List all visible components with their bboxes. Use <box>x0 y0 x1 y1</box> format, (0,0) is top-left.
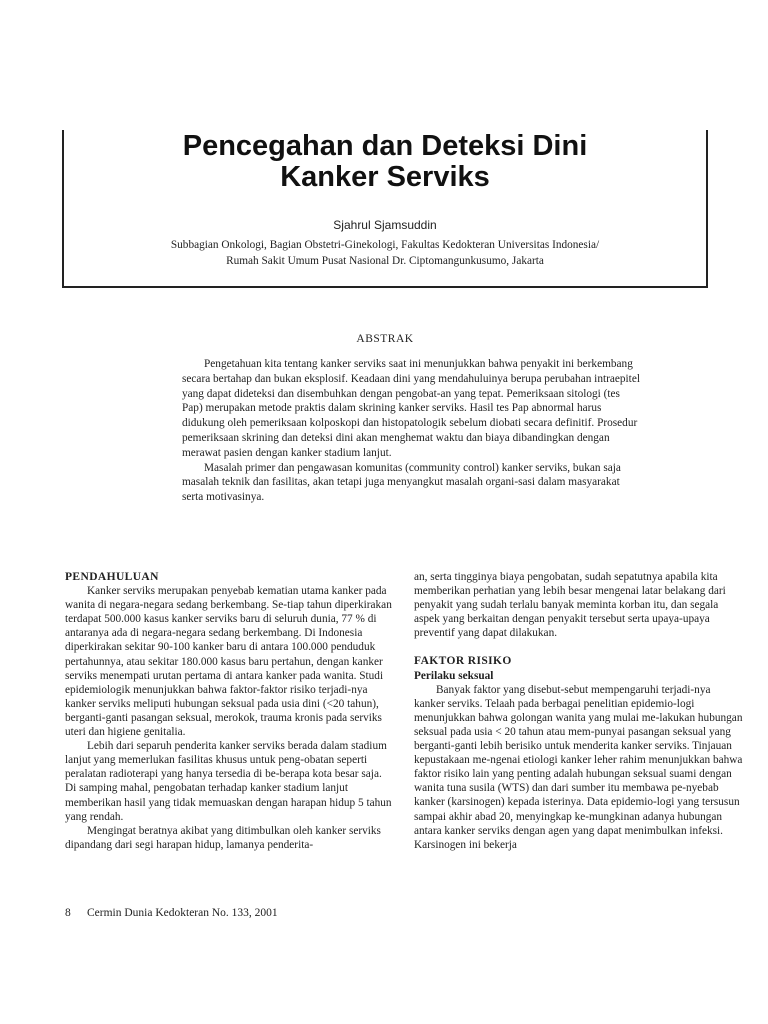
intro-continuation: an, serta tingginya biaya pengobatan, sudah sepatutnya apabila kita memberikan perhatian yang lebih besar mengenai latar belakang dari penyakit yang sudah terlalu banyak meminta korban itu, dan segala aspek yang berkaitan dengan penyakit tersebut serta upaya-upaya preventif yang dapat dilakukan. <box>414 571 726 640</box>
intro-paragraph-1: Kanker serviks merupakan penyebab kematian utama kanker pada wanita di negara-negara sedang berkembang. Se-tiap tahun diperkirakan terdapat 500.000 kasus kanker serviks baru di seluruh dunia, 77 % di antaranya ada di negara-negara sedang berkembang. Di Indonesia diperkirakan sekitar 90-100 kanker baru di antara 100.000 penduduk pertahunnya, atau sekitar 180.000 kasus baru pertahun, dengan kanker serviks menempati urutan pertama di antara kanker pada wanita. Studi epidemiologik menunjukkan bahwa faktor-faktor risiko terjadi-nya kanker serviks meliputi hubungan seksual pada usia dini (<20 tahun), berganti-ganti pasangan seksual, merokok, trauma kronis pada serviks uteri dan higiene genitalia. <box>65 585 392 739</box>
intro-heading: PENDAHULUAN <box>65 571 159 583</box>
page-number: 8 <box>65 907 71 919</box>
abstract-paragraph-2: Masalah primer dan pengawasan komunitas (community control) kanker serviks, bukan saja masalah teknik dan fasilitas, akan tetapi juga menyangkut masalah organi-sasi dalam masyarakat serta motivasinya. <box>182 461 621 504</box>
abstract-body <box>182 357 642 505</box>
affiliation-line-1: Subbagian Onkologi, Bagian Obstetri-Ginekologi, Fakultas Kedokteran Universitas Indonesia/ <box>170 239 600 251</box>
left-column <box>65 570 395 852</box>
risk-factor-heading: FAKTOR RISIKO <box>414 655 512 668</box>
abstract-heading: ABSTRAK <box>356 333 414 345</box>
title-line-2: Kanker Serviks <box>280 161 490 193</box>
author-affiliation <box>62 237 708 269</box>
intro-paragraph-3: Mengingat beratnya akibat yang ditimbulkan oleh kanker serviks dipandang dari segi harapan hidup, lamanya penderita- <box>65 824 381 851</box>
author-name: Sjahrul Sjamsuddin <box>333 218 437 232</box>
risk-factor-paragraph: Banyak faktor yang disebut-sebut mempengaruhi terjadi-nya kanker serviks. Telaah pada berbagai penelitian epidemio-logi menunjukkan bahwa golongan wanita yang mulai me-lakukan hubungan seksual pada usia < 20 tahun atau mem-punyai pasangan seksual yang berganti-ganti lebih berisiko untuk menderita kanker serviks. Tinjauan kepustakaan me-ngenai etiologi kanker leher rahim menunjukkan bahwa faktor risiko lain yang penting adalah hubungan seksual suami dengan wanita tuna susila (WTS) dan dari sumber itu membawa pe-nyebab kanker (karsinogen) kepada isterinya. Data epidemio-logi yang tersusun sampai akhir abad 20, menyingkap ke-mungkinan adanya hubungan antara kanker serviks dengan agen yang dapat menimbulkan infeksi. Karsinogen ini bekerja <box>414 683 743 851</box>
journal-citation: Cermin Dunia Kedokteran No. 133, 2001 <box>87 907 278 919</box>
intro-paragraph-2: Lebih dari separuh penderita kanker serviks berada dalam stadium lanjut yang memerlukan fasilitas khusus untuk peng-obatan seperti peralatan radioterapi yang hanya tersedia di be-berapa kota besar saja. Di samping mahal, pengobatan terhadap kanker stadium lanjut memberikan hasil yang tidak memuaskan dengan harapan hidup 5 tahun yang rendah. <box>65 740 392 823</box>
affiliation-line-2: Rumah Sakit Umum Pusat Nasional Dr. Ciptomangunkusumo, Jakarta <box>226 255 544 267</box>
abstract-paragraph-1: Pengetahuan kita tentang kanker serviks saat ini menunjukkan bahwa penyakit ini berkembang secara bertahap dan bukan eksplosif. Keadaan dini yang mendahuluinya berupa perubahan intraepitel yang dapat dideteksi dan disembuhkan dengan pengobat-an yang tepat. Pemeriksaan sitologi (tes Pap) merupakan metode praktis dalam skrining kanker serviks. Hasil tes Pap abnormal harus didukung oleh pemeriksaan kolposkopi dan histopatologik sebelum diobati secara definitif. Prosedur pemeriksaan skrining dan deteksi dini akan menghemat waktu dan biaya dibandingkan dengan merawat pasien dengan kanker stadium lanjut. <box>182 358 640 459</box>
title-line-1: Pencegahan dan Deteksi Dini <box>182 130 588 162</box>
risk-factor-subheading: Perilaku seksual <box>414 669 494 682</box>
article-title <box>62 131 708 193</box>
right-column <box>414 570 744 852</box>
page-footer <box>65 907 278 919</box>
